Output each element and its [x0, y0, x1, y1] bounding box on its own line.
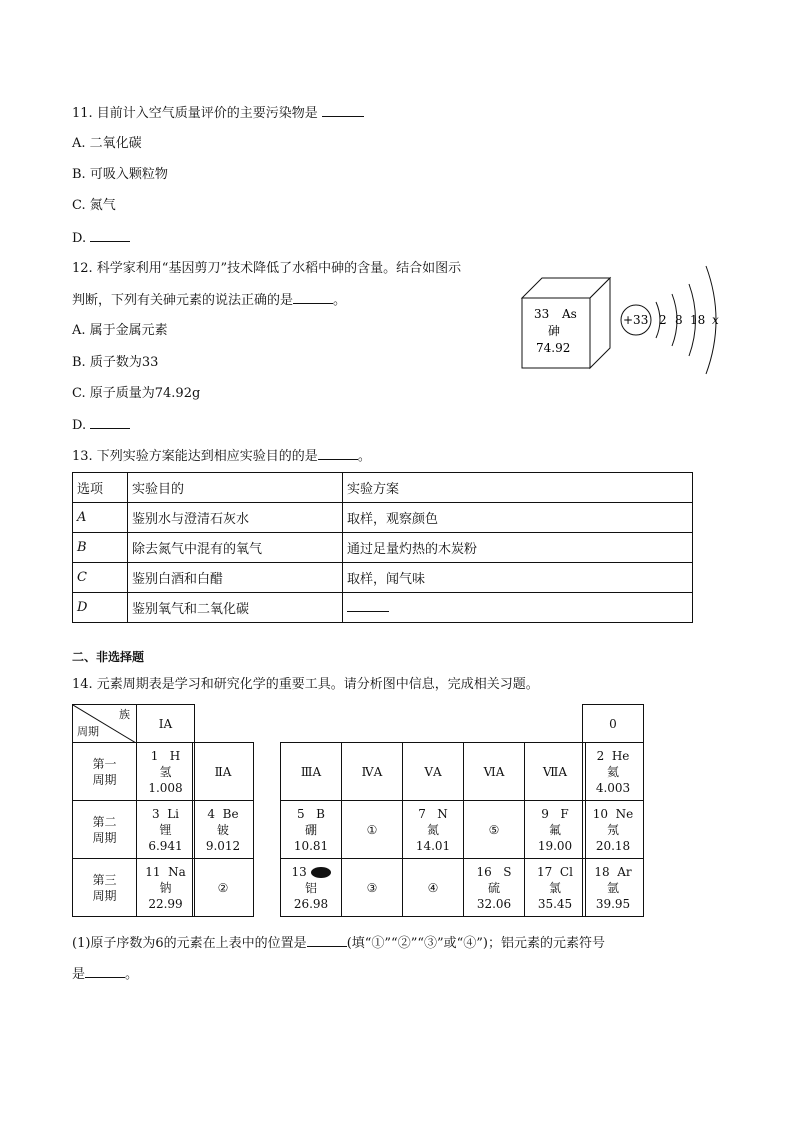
q12-stem-line1: 12. 科学家利用“基因剪刀”技术降低了水稻中砷的含量。结合如图示 [72, 261, 462, 276]
q11-option-b: B. 可吸入颗粒物 [72, 167, 168, 182]
row-label: D [73, 593, 128, 623]
cell-sodium: 11 Na 钠 22.99 [137, 859, 195, 917]
cell-nitrogen: 7 N 氮 14.01 [403, 801, 464, 859]
table-row [73, 593, 693, 623]
shell-electrons-1: 2 [659, 313, 667, 327]
answer-blank[interactable] [307, 934, 347, 947]
answer-blank[interactable] [322, 104, 364, 117]
hidden-symbol-blob [311, 867, 331, 878]
cell-lithium: 3 Li 锂 6.941 [137, 801, 195, 859]
answer-blank[interactable] [85, 965, 125, 978]
mark-2: ② [193, 859, 254, 917]
corner-group-label: 族 [119, 708, 130, 721]
arsenic-figure [520, 262, 740, 382]
q11-stem: 11. 目前计入空气质量评价的主要污染物是 [72, 104, 364, 123]
arsenic-cube-and-atom-diagram [520, 262, 740, 382]
mark-4: ④ [403, 859, 464, 917]
row-plan: 通过足量灼热的木炭粉 [343, 533, 693, 563]
cell-helium: 2 He 氦 4.003 [583, 743, 644, 801]
header-plan: 实验方案 [343, 473, 693, 503]
q12-option-c: C. 原子质量为74.92g [72, 386, 201, 401]
row-label: B [73, 533, 128, 563]
period-1: 第一 周期 [73, 743, 137, 801]
q14-sub1-line1: (1)原子序数为6的元素在上表中的位置是 (填“①”“②”“③”或“④”)；铝元素的元素符号 [72, 936, 605, 951]
table-row [73, 533, 693, 563]
table-row [73, 503, 693, 533]
header-purpose: 实验目的 [128, 473, 343, 503]
q11-option-c: C. 氮气 [72, 198, 116, 213]
q14-sub1-line2: 是 。 [72, 967, 139, 982]
row-purpose: 除去氮气中混有的氧气 [128, 533, 343, 563]
group-iia: ⅡA [193, 743, 254, 801]
cell-beryllium: 4 Be 铍 9.012 [193, 801, 254, 859]
experiment-table [72, 472, 693, 623]
group-iva: ⅣA [342, 743, 403, 801]
cell-aluminum: 13 铝 26.98 [281, 859, 342, 917]
period-2: 第二 周期 [73, 801, 137, 859]
element-number: 33 [534, 307, 550, 321]
answer-blank[interactable] [347, 599, 389, 612]
group-ia: ⅠA [137, 705, 195, 743]
shell-electrons-4: x [712, 313, 719, 327]
cell-argon: 18 Ar 氩 39.95 [583, 859, 644, 917]
periodic-table-left [72, 704, 195, 917]
q12-stem-line2: 判断，下列有关砷元素的说法正确的是 。 [72, 293, 347, 308]
table-row [73, 563, 693, 593]
cell-hydrogen: 1 H 氢 1.008 [137, 743, 195, 801]
nucleus-charge: +33 [623, 313, 649, 327]
row-label: A [73, 503, 128, 533]
corner-cell [73, 705, 137, 743]
cell-boron: 5 B 硼 10.81 [281, 801, 342, 859]
section-title: 二、非选择题 [72, 650, 145, 664]
row-purpose: 鉴别白酒和白醋 [128, 563, 343, 593]
row-purpose: 鉴别水与澄清石灰水 [128, 503, 343, 533]
answer-blank[interactable] [90, 229, 130, 242]
table-header-row [73, 473, 693, 503]
element-name: 砷 [548, 324, 561, 338]
row-label: C [73, 563, 128, 593]
group-iiia: ⅢA [281, 743, 342, 801]
periodic-table-main [280, 742, 586, 917]
corner-period-label: 周期 [77, 725, 99, 738]
group-viia: ⅦA [525, 743, 586, 801]
periodic-table-iia [192, 742, 254, 917]
shell-electrons-3: 18 [690, 313, 706, 327]
answer-blank[interactable] [293, 291, 333, 304]
header-option: 选项 [73, 473, 128, 503]
group-0: 0 [583, 705, 644, 743]
mark-1: ① [342, 801, 403, 859]
q12-option-a: A. 属于金属元素 [72, 323, 168, 338]
row-purpose: 鉴别氧气和二氧化碳 [128, 593, 343, 623]
q11-option-d: D. [72, 229, 130, 248]
cell-chlorine: 17 Cl 氯 35.45 [525, 859, 586, 917]
cell-fluorine: 9 F 氟 19.00 [525, 801, 586, 859]
cell-neon: 10 Ne 氖 20.18 [583, 801, 644, 859]
shell-electrons-2: 8 [675, 313, 683, 327]
q12-option-b: B. 质子数为33 [72, 355, 159, 370]
q11-option-a: A. 二氧化碳 [72, 136, 142, 151]
periodic-table-group0 [582, 704, 644, 917]
period-3: 第三 周期 [73, 859, 137, 917]
row-plan-blank [343, 593, 693, 623]
cell-sulfur: 16 S 硫 32.06 [464, 859, 525, 917]
q12-option-d: D. [72, 416, 130, 435]
row-plan: 取样，闻气味 [343, 563, 693, 593]
row-plan: 取样，观察颜色 [343, 503, 693, 533]
element-symbol: As [562, 307, 577, 321]
q13-stem: 13. 下列实验方案能达到相应实验目的的是 。 [72, 449, 371, 464]
answer-blank[interactable] [90, 416, 130, 429]
group-via: ⅥA [464, 743, 525, 801]
q14-stem: 14. 元素周期表是学习和研究化学的重要工具。请分析图中信息，完成相关习题。 [72, 677, 539, 692]
mark-3: ③ [342, 859, 403, 917]
answer-blank[interactable] [318, 447, 358, 460]
mark-5: ⑤ [464, 801, 525, 859]
element-mass: 74.92 [536, 341, 571, 355]
group-va: ⅤA [403, 743, 464, 801]
